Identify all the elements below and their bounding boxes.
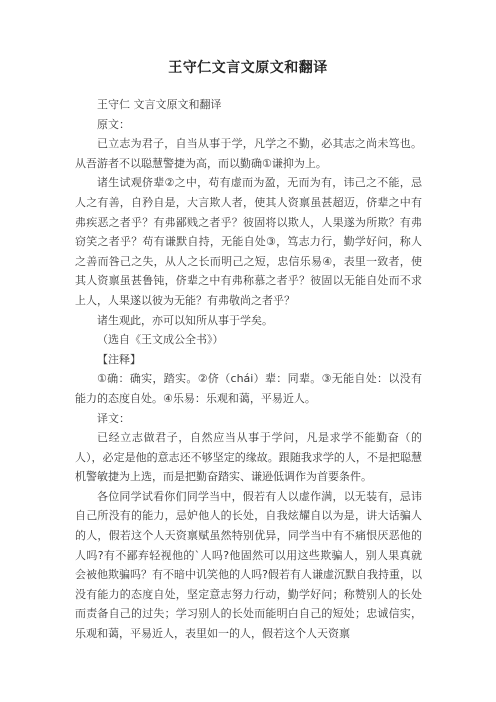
source-line: （选自《王文成公全书》） — [97, 333, 224, 347]
translation-paragraph-2: 各位同学试看你们同学当中，假若有人以虚作满，以无装有，忌讳自己所没有的能力，忌妒他人的长处，自我炫耀自以为是，讲大话骗人的人，假若这个人天资禀赋虽然特别优异，同学当中有不痛恨厌恶他的人吗?有不鄙弃轻视他的`人吗?他固然可以用这些欺骗人，别人果真就会被他欺骗吗？有不暗中讥笑他的人吗?假若有人谦虚沉默自我持重，以没有能力的态度自处，坚定意志努力行动，勤学好问；称赞别人的长处而责备自己的过失；学习别人的长处而能明白自己的短处；忠诚信实，乐观和蔼，平易近人，表里如一的人，假若这个人天资禀 — [75, 489, 422, 641]
section-heading-translation: 译文： — [97, 411, 130, 425]
document-title: 王守仁文言文原文和翻译 — [168, 60, 328, 76]
section-heading-original: 原文： — [97, 117, 130, 131]
notes-paragraph: ①确：确实，踏实。②侪（chái）辈：同辈。③无能自处：以没有能力的态度自处。④乐易：乐观和蔼，平易近人。 — [75, 372, 422, 405]
subtitle-line: 王守仁 文言文原文和翻译 — [97, 98, 222, 111]
document-body — [75, 95, 422, 644]
translation-paragraph-1: 已经立志做君子，自然应当从事于学问，凡是求学不能勤奋（的人），必定是他的意志还不够坚定的缘故。跟随我求学的人，不是把聪慧机警敏捷为上选，而是把勤奋踏实、谦逊低调作为首要条件。 — [75, 431, 422, 484]
original-paragraph-3: 诸生观此，亦可以知所从事于学矣。 — [97, 313, 273, 327]
original-paragraph-1: 已立志为君子，自当从事于学，凡学之不勤，必其志之尚未笃也。从吾游者不以聪慧警捷为高，而以勤确①谦抑为上。 — [75, 137, 422, 170]
original-paragraph-2: 诸生试观侪辈②之中，苟有虚而为盈，无而为有，讳己之不能，忌人之有善，自矜自是，大言欺人者，使其人资禀虽甚超迈，侪辈之中有弗疾恶之者乎？有弗鄙贱之者乎？彼固将以欺人，人果遂为所欺？有弗窃笑之者乎？苟有谦默自持，无能自处③，笃志力行，勤学好问，称人之善而咎己之失，从人之长而明己之短，忠信乐易④，表里一致者，使其人资禀虽甚鲁钝，侪辈之中有弗称慕之者乎？彼固以无能自处而不求上人，人果遂以彼为无能？有弗敬尚之者乎？ — [75, 176, 422, 307]
section-heading-notes: 【注释】 — [97, 352, 141, 366]
